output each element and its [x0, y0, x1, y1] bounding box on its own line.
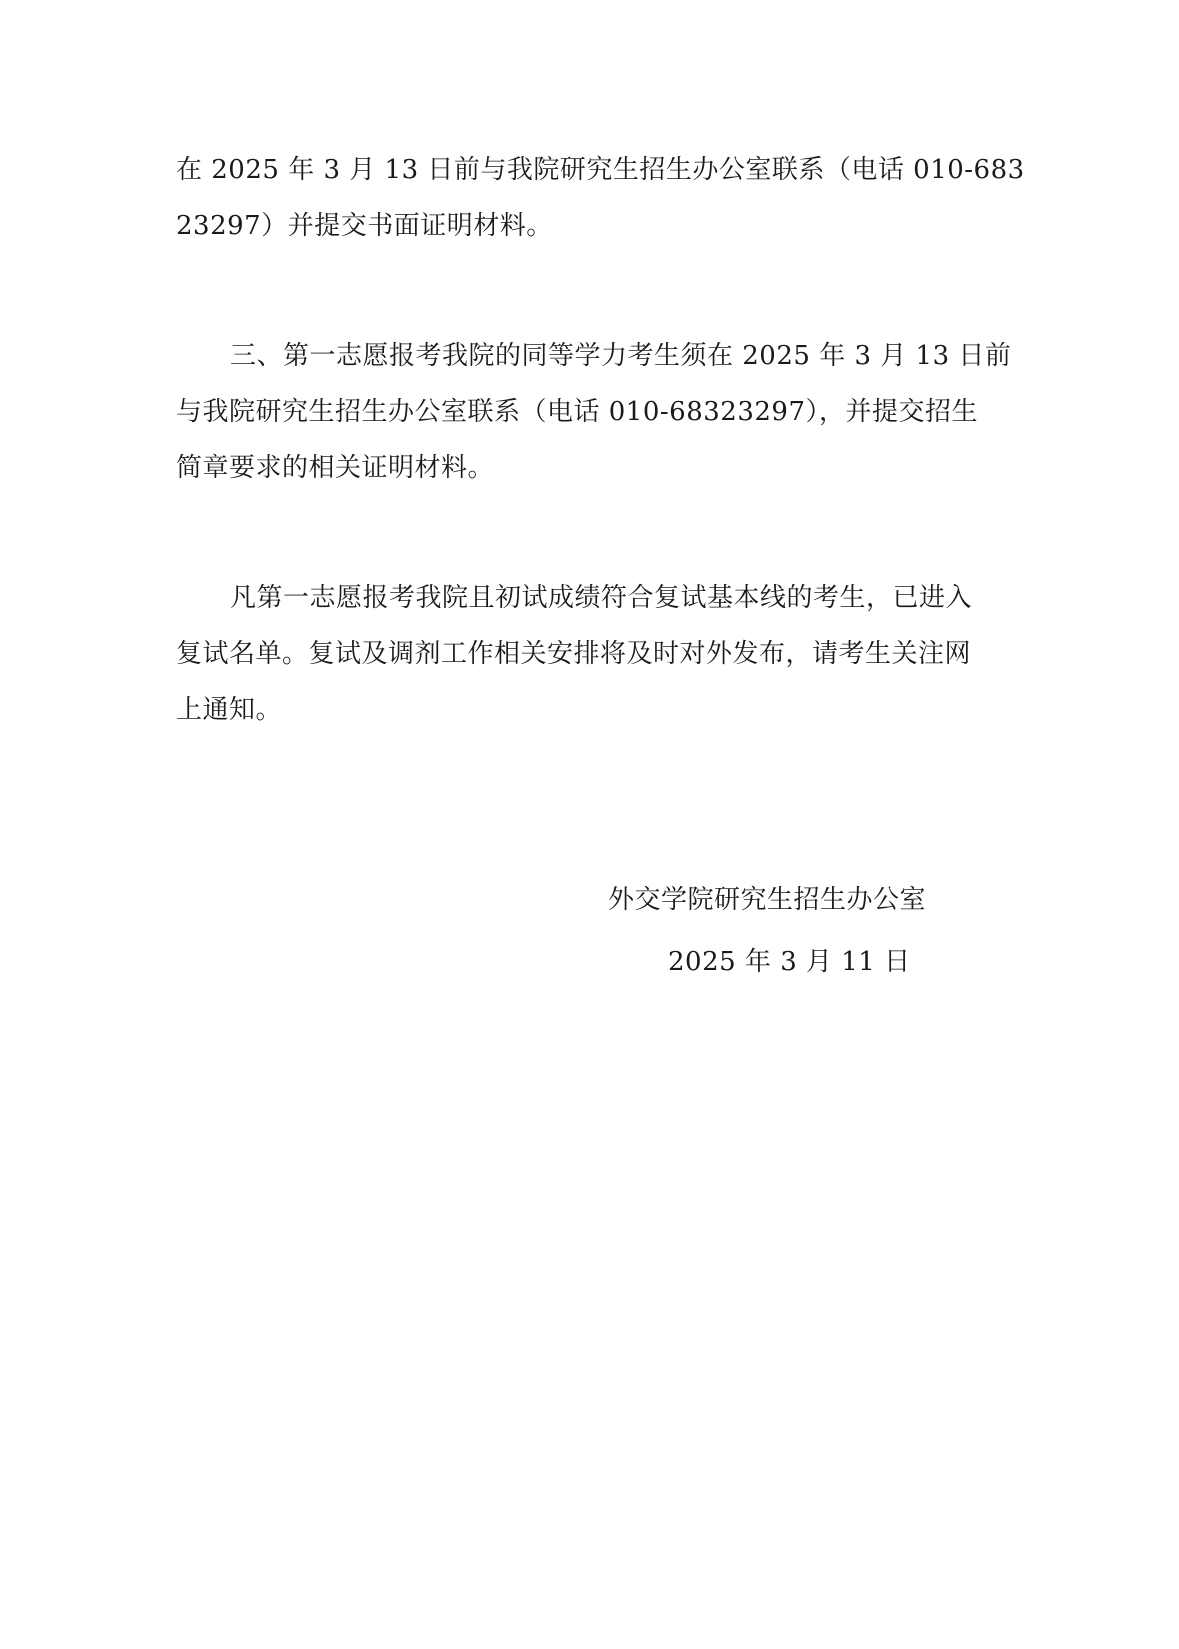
- paragraph-retest-notice: [176, 570, 998, 738]
- paragraph-contact-deadline: [176, 142, 1025, 254]
- paragraph-line: 简章要求的相关证明材料。: [176, 453, 495, 483]
- paragraph-line: 在 2025 年 3 月 13 日前与我院研究生招生办公室联系（电话 010-683: [176, 155, 1025, 185]
- paragraph-line: 与我院研究生招生办公室联系（电话 010-68323297），并提交招生: [176, 397, 979, 427]
- signature-organization: 外交学院研究生招生办公室: [608, 885, 927, 915]
- paragraph-line: 复试名单。复试及调剂工作相关安排将及时对外发布，请考生关注网: [176, 639, 972, 669]
- signature-date: 2025 年 3 月 11 日: [668, 947, 911, 977]
- paragraph-line: 上通知。: [176, 695, 283, 725]
- paragraph-line: 凡第一志愿报考我院且初试成绩符合复试基本线的考生，已进入: [230, 583, 973, 613]
- paragraph-equivalent-candidates: [176, 328, 1012, 496]
- paragraph-line: 三、第一志愿报考我院的同等学力考生须在 2025 年 3 月 13 日前: [230, 341, 1012, 371]
- paragraph-line: 23297）并提交书面证明材料。: [176, 211, 553, 241]
